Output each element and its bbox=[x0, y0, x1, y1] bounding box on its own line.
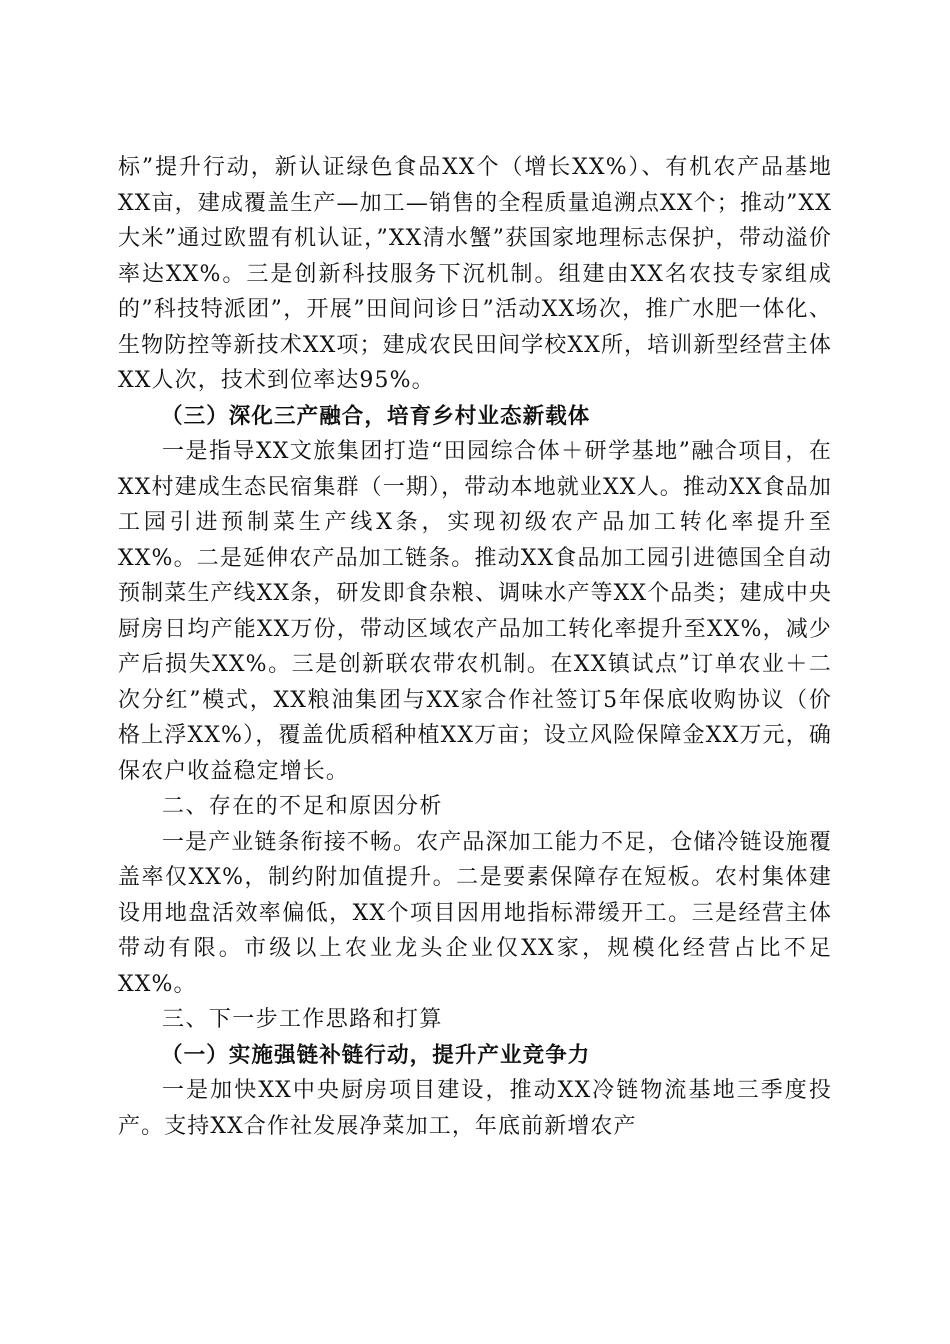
section-heading: （一）实施强链补链行动，提升产业竞争力 bbox=[161, 1042, 591, 1068]
body-paragraph: 一是加快XX中央厨房项目建设，推动XX冷链物流基地三季度投产。支持XX合作社发展净菜加工，年底前新增农产 bbox=[118, 1078, 832, 1139]
chapter-heading: 三、下一步工作思路和打算 bbox=[162, 1007, 443, 1032]
section-heading: （三）深化三产融合，培育乡村业态新载体 bbox=[161, 403, 591, 429]
body-paragraph: 一是指导XX文旅集团打造“田园综合体＋研学基地”融合项目，在XX村建成生态民宿集群（一期），带动本地就业XX人。推动XX食品加工园引进预制菜生产线X条，实现初级农产品加工转化率提升至XX%。二是延伸农产品加工链条。推动XX食品加工园引进德国全自动预制菜生产线XX条，研发即食杂粮、调味水产等XX个品类；建成中央厨房日均产能XX万份，带动区域农产品加工转化率提升至XX%，减少产后损失XX%。三是创新联农带农机制。在XX镇试点”订单农业＋二次分红”模式，XX粮油集团与XX家合作社签订5年保底收购协议（价格上浮XX%），覆盖优质稻种植XX万亩；设立风险保障金XX万元，确保农户收益稳定增长。 bbox=[118, 439, 832, 784]
chapter-heading: 二、存在的不足和原因分析 bbox=[162, 794, 443, 819]
body-paragraph: 标”提升行动，新认证绿色食品XX个（增长XX%）、有机农产品基地XX亩，建成覆盖生产—加工—销售的全程质量追溯点XX个；推动”XX大米”通过欧盟有机认证，”XX清水蟹”获国家地理标志保护，带动溢价率达XX%。三是创新科技服务下沉机制。组建由XX名农技专家组成的”科技特派团”，开展”田间问诊日”活动XX场次，推广水肥一体化、生物防控等新技术XX项；建成农民田间学校XX所，培训新型经营主体XX人次，技术到位率达95%。 bbox=[118, 155, 832, 393]
document-page bbox=[118, 150, 832, 1144]
body-paragraph: 一是产业链条衔接不畅。农产品深加工能力不足，仓储冷链设施覆盖率仅XX%，制约附加值提升。二是要素保障存在短板。农村集体建设用地盘活效率偏低，XX个项目因用地指标滞缓开工。三是经营主体带动有限。市级以上农业龙头企业仅XX家，规模化经营占比不足XX%。 bbox=[118, 829, 832, 997]
